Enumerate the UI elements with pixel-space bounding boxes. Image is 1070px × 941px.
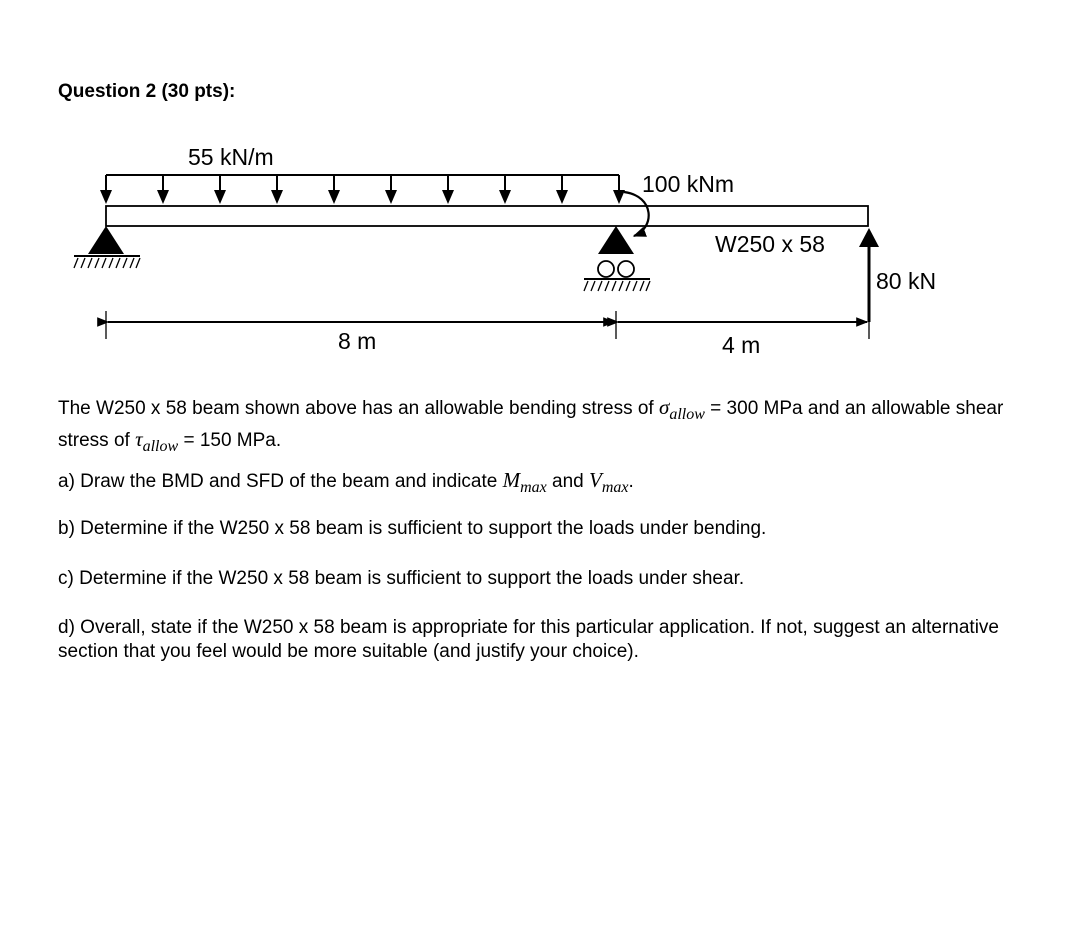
sigma-symbol: σ (658, 395, 670, 419)
roller-support (584, 226, 650, 291)
distributed-load-label: 55 kN/m (188, 144, 274, 170)
span-2-label: 4 m (722, 332, 761, 358)
distributed-load (100, 175, 625, 204)
question-title: Question 2 (30 pts): (58, 81, 236, 102)
problem-intro: The W250 x 58 beam shown above has an allowable bending stress of $\sigma_{allow} = 300$ MPa and an allowable shear stress of $\tau_{allow} = 150$ MPa. (58, 395, 1004, 455)
pin-support (74, 226, 140, 268)
section-label: W250 x 58 (715, 231, 825, 257)
question-part-b: b) Determine if the W250 x 58 beam is sufficient to support the loads under bending. (58, 518, 767, 539)
point-load-label: 80 kN (876, 268, 937, 294)
v-max-symbol: V (589, 468, 602, 492)
load-arrow (100, 175, 625, 204)
question-part-a: a) Draw the BMD and SFD of the beam and indicate $M_{max}$ and $V_{max}$. (58, 468, 634, 496)
beam-diagram (0, 0, 1070, 380)
beam (106, 206, 868, 226)
span-1-label: 8 m (338, 328, 377, 354)
question-part-c: c) Determine if the W250 x 58 beam is sufficient to support the loads under shear. (58, 568, 745, 589)
tau-symbol: τ (135, 427, 143, 451)
m-max-symbol: M (502, 468, 521, 492)
question-part-d: d) Overall, state if the W250 x 58 beam is appropriate for this particular application. If not, suggest an alternative section that you feel would be more suitable (and justify your choice). (58, 617, 999, 662)
moment-label: 100 kNm (642, 171, 735, 197)
